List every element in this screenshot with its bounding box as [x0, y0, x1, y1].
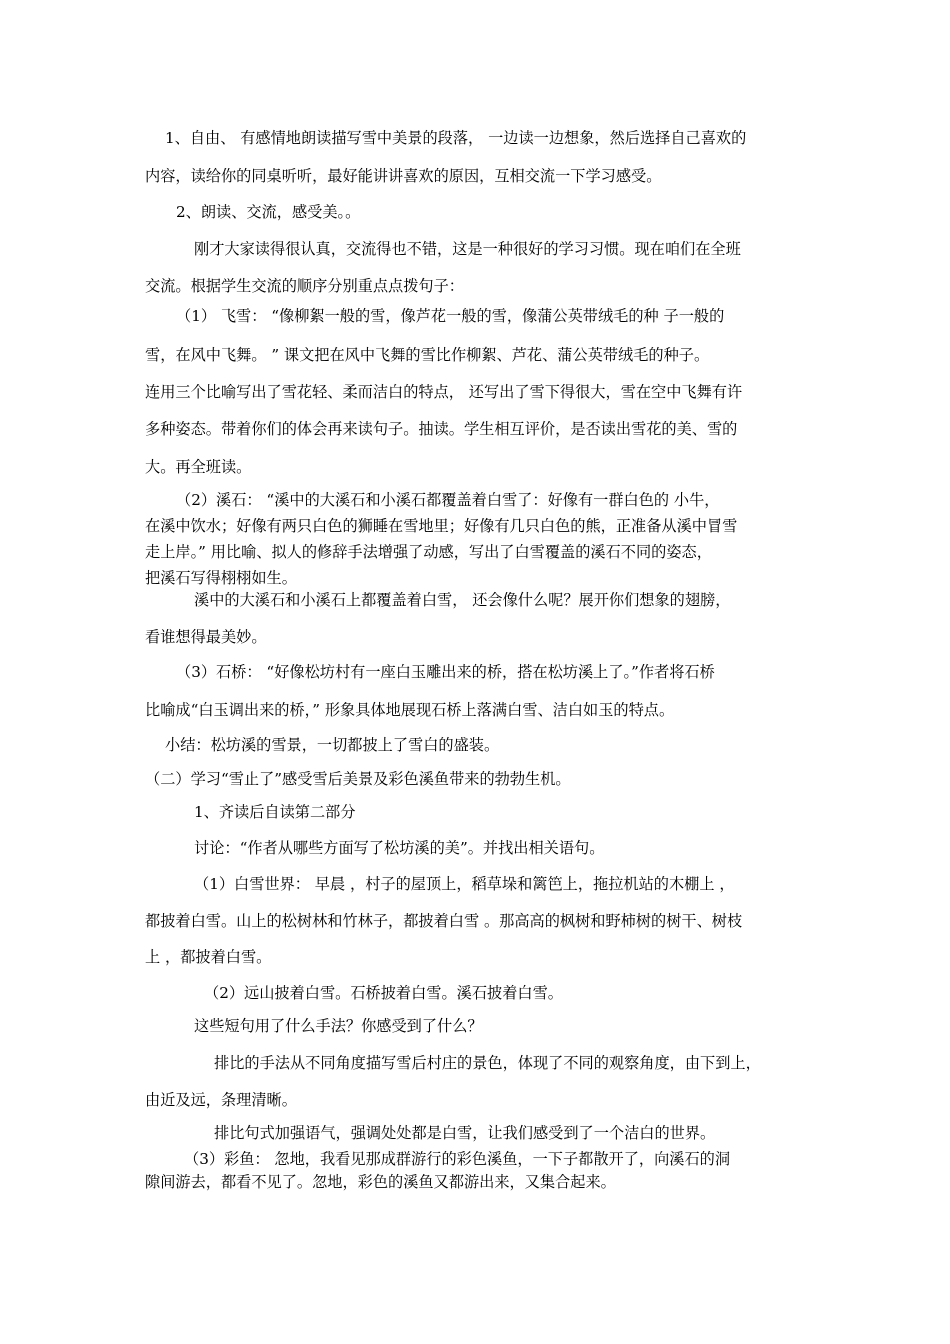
text-line: 这些短句用了什么手法？你感受到了什么？	[194, 1017, 483, 1035]
text-line: 排比的手法从不同角度描写雪后村庄的景色，体现了不同的观察角度，由下到上，	[214, 1054, 761, 1072]
text-line: 交流。根据学生交流的顺序分别重点点拨句子：	[145, 277, 464, 295]
text-line: 雪，在风中飞舞。 ” 课文把在风中飞舞的雪比作柳絮、芦花、蒲公英带绒毛的种子。	[145, 346, 710, 364]
text-line: 看谁想得最美妙。	[145, 628, 267, 646]
text-line: 隙间游去，都看不见了。忽地，彩色的溪鱼又都游出来，又集合起来。	[145, 1173, 616, 1191]
text-line: 排比句式加强语气，强调处处都是白雪，让我们感受到了一个洁白的世界。	[214, 1124, 716, 1142]
text-line: 1、自由、 有感情地朗读描写雪中美景的段落， 一边读一边想象，然后选择自己喜欢的	[165, 129, 747, 147]
text-line: （1） 飞雪： “像柳絮一般的雪，像芦花一般的雪，像蒲公英带绒毛的种 子一般的	[176, 307, 725, 325]
text-line: 上 ，都披着白雪。	[145, 948, 272, 966]
text-line: （1）白雪世界： 早晨 ，村子的屋顶上，稻草垛和篱笆上，拖拉机站的木棚上 ，	[194, 875, 735, 893]
text-line: 比喻成“白玉调出来的桥，” 形象具体地展现石桥上落满白雪、洁白如玉的特点。	[145, 701, 675, 719]
text-line: 刚才大家读得很认真，交流得也不错，这是一种很好的学习习惯。现在咱们在全班	[194, 240, 741, 258]
text-line: 2、朗读、交流，感受美。。	[176, 203, 361, 221]
text-line: 讨论：“作者从哪些方面写了松坊溪的美”。并找出相关语句。	[194, 839, 605, 857]
text-line: （2）溪石： “溪中的大溪石和小溪石都覆盖着白雪了：好像有一群白色的 小牛，	[176, 491, 720, 509]
text-line: 小结：松坊溪的雪景，一切都披上了雪白的盛装。	[165, 736, 500, 754]
text-line: 都披着白雪。山上的松树林和竹林子，都披着白雪 。那高高的枫树和野柿树的树干、树枝	[145, 912, 743, 930]
text-line: （3）石桥： “好像松坊村有一座白玉雕出来的桥，搭在松坊溪上了。”作者将石桥	[176, 663, 715, 681]
text-line: 内容，读给你的同桌听听，最好能讲讲喜欢的原因，互相交流一下学习感受。	[145, 167, 662, 185]
text-line: 走上岸。” 用比喻、拟人的修辞手法增强了动感，写出了白雪覆盖的溪石不同的姿态，	[145, 543, 712, 561]
text-line: （3）彩鱼： 忽地，我看见那成群游行的彩色溪鱼，一下子都散开了，向溪石的洞	[184, 1150, 731, 1168]
text-line: 1、齐读后自读第二部分	[194, 803, 356, 821]
text-line: 溪中的大溪石和小溪石上都覆盖着白雪， 还会像什么呢？展开你们想象的翅膀，	[194, 591, 731, 609]
text-line: （2）远山披着白雪。石桥披着白雪。溪石披着白雪。	[204, 984, 563, 1002]
text-line: 大。再全班读。	[145, 458, 252, 476]
text-line: 由近及远，条理清晰。	[145, 1091, 297, 1109]
text-line: 多种姿态。带着你们的体会再来读句子。抽读。学生相互评价，是否读出雪花的美、雪的	[145, 420, 738, 438]
text-line: （二）学习“雪止了”感受雪后美景及彩色溪鱼带来的勃勃生机。	[145, 770, 571, 788]
text-line: 连用三个比喻写出了雪花轻、柔而洁白的特点， 还写出了雪下得很大，雪在空中飞舞有许	[145, 383, 743, 401]
text-line: 在溪中饮水；好像有两只白色的狮睡在雪地里；好像有几只白色的熊，正准备从溪中冒雪	[145, 517, 738, 535]
text-line: 把溪石写得栩栩如生。	[145, 569, 297, 587]
